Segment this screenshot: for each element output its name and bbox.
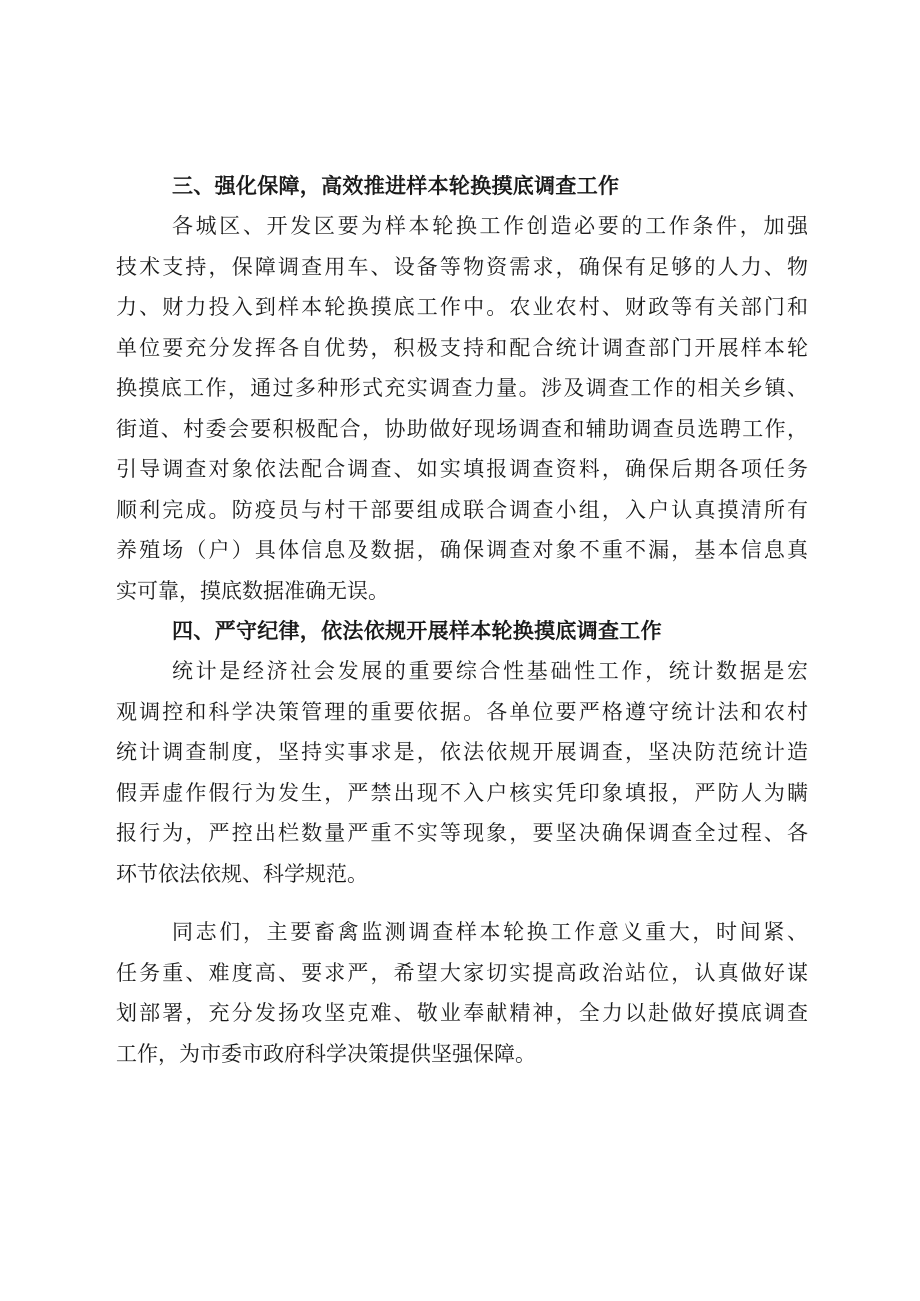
text-line: 单位要充分发挥各自优势，积极支持和配合统计调查部门开展样本轮 xyxy=(116,335,808,360)
section-heading-3: 三、强化保障，高效推进样本轮换摸底调查工作 xyxy=(172,174,620,198)
text-line: 各城区、开发区要为样本轮换工作创造必要的工作条件，加强 xyxy=(172,214,808,238)
text-line: 力、财力投入到样本轮换摸底工作中。农业农村、财政等有关部门和 xyxy=(116,295,808,319)
paragraph-gap xyxy=(116,894,808,912)
text-line: 假弄虚作假行为发生，严禁出现不入户核实凭印象填报，严防人为瞒 xyxy=(116,780,808,805)
text-line: 同志们，主要畜禽监测调查样本轮换工作意义重大，时间紧、 xyxy=(172,920,808,944)
text-line: 换摸底工作，通过多种形式充实调查力量。涉及调查工作的相关乡镇、 xyxy=(116,376,808,400)
text-line: 任务重、难度高、要求严，希望大家切实提高政治站位，认真做好谋 xyxy=(116,960,808,985)
section-4-paragraph xyxy=(116,651,808,894)
text-line: 环节依法依规、科学规范。 xyxy=(116,861,368,886)
section-3-paragraph xyxy=(116,206,808,611)
text-line: 划部署，充分发扬攻坚克难、敬业奉献精神，全力以赴做好摸底调查 xyxy=(116,1001,808,1025)
closing-paragraph xyxy=(116,912,808,1074)
text-line: 顺利完成。防疫员与村干部要组成联合调查小组，入户认真摸清所有 xyxy=(116,497,808,522)
text-line: 统计调查制度，坚持实事求是，依法依规开展调查，坚决防范统计造 xyxy=(116,740,808,764)
text-line: 街道、村委会要积极配合，协助做好现场调查和辅助调查员选聘工作， xyxy=(116,416,808,441)
text-line: 工作，为市委市政府科学决策提供坚强保障。 xyxy=(116,1041,536,1066)
text-line: 引导调查对象依法配合调查、如实填报调查资料，确保后期各项任务 xyxy=(116,457,808,481)
text-line: 技术支持，保障调查用车、设备等物资需求，确保有足够的人力、物 xyxy=(116,254,808,279)
document-body xyxy=(116,166,808,1074)
section-heading-4: 四、严守纪律，依法依规开展样本轮换摸底调查工作 xyxy=(172,619,662,643)
text-line: 统计是经济社会发展的重要综合性基础性工作，统计数据是宏 xyxy=(172,659,808,683)
text-line: 报行为，严控出栏数量严重不实等现象，要坚决确保调查全过程、各 xyxy=(116,821,808,845)
text-line: 实可靠，摸底数据准确无误。 xyxy=(116,578,389,603)
text-line: 观调控和科学决策管理的重要依据。各单位要严格遵守统计法和农村 xyxy=(116,699,808,724)
text-line: 养殖场（户）具体信息及数据，确保调查对象不重不漏，基本信息真 xyxy=(116,538,808,562)
